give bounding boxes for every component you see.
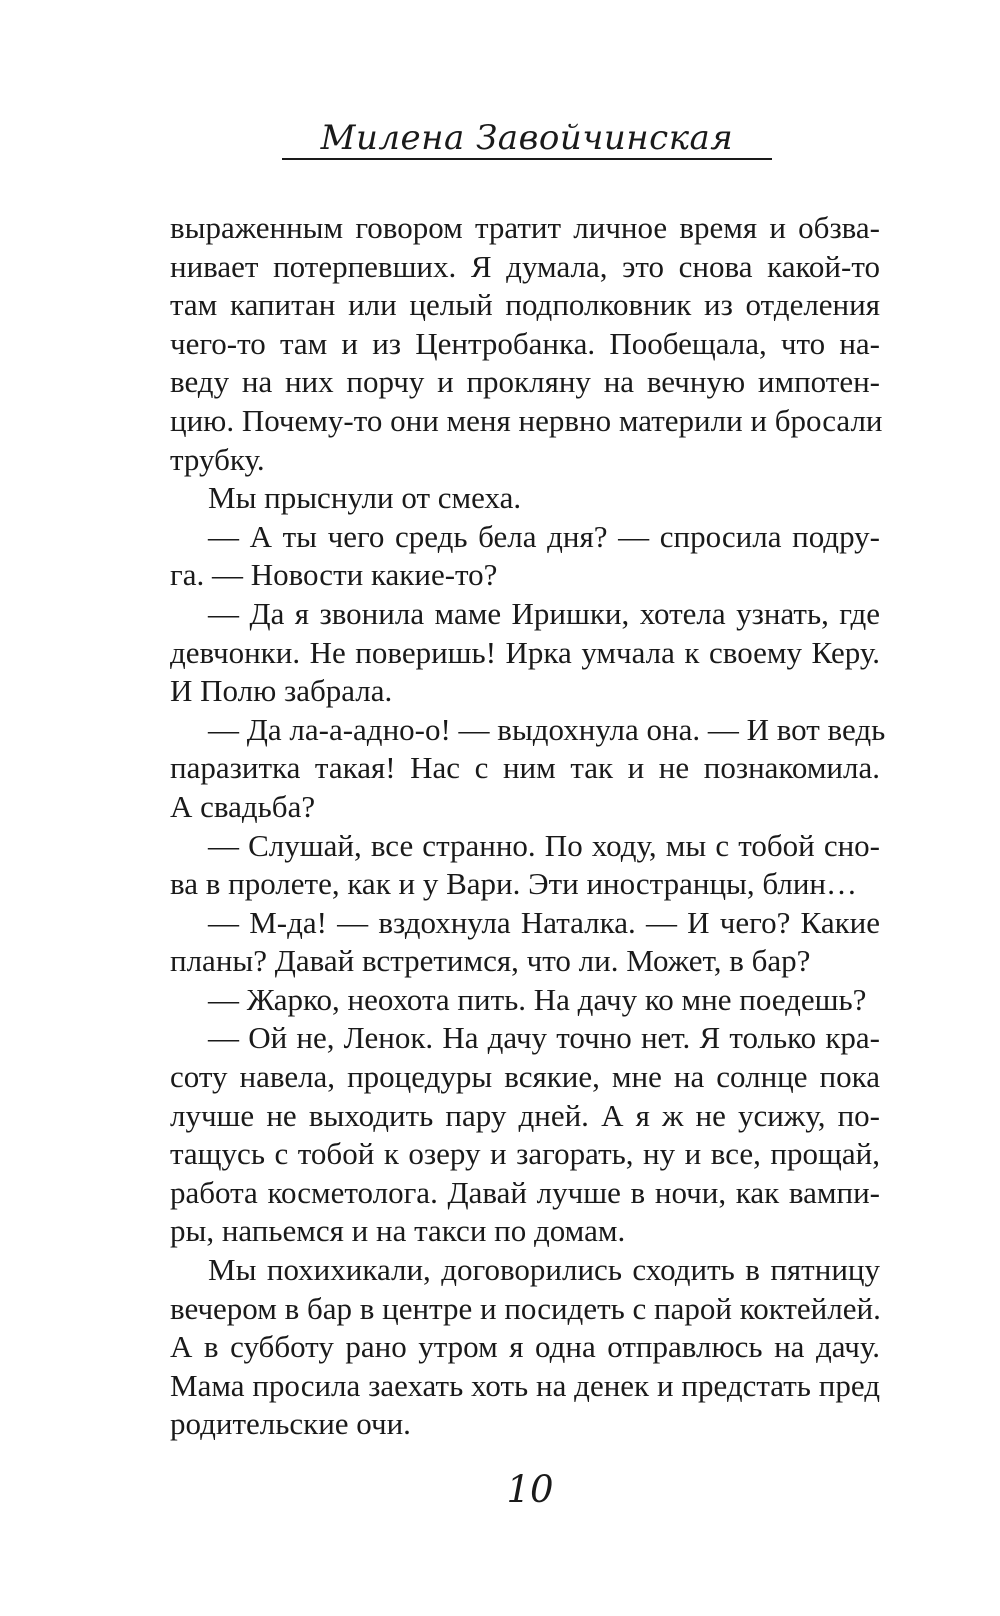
text-line: трубку. (170, 441, 265, 477)
text-line: чего-то там и из Центробанка. Пообещала, что на- (170, 325, 880, 361)
text-line: А в субботу рано утром я одна отправлюсь на дачу. (170, 1329, 880, 1365)
header-rule (282, 158, 772, 160)
text-line: — Ой не, Ленок. На дачу точно нет. Я только кра- (208, 1020, 880, 1056)
text-line: вечером в бар в центре и посидеть с парой коктейлей. (170, 1290, 881, 1326)
page-number: 10 (506, 1468, 554, 1511)
text-line: там капитан или целый подполковник из отделения (170, 287, 880, 323)
text-line: — М-да! — вздохнула Наталка. — И чего? Какие (208, 904, 880, 940)
text-line: веду на них порчу и прокляну на вечную импотен- (170, 364, 880, 400)
text-line: лучше не выходить пару дней. А я ж не усижу, по- (170, 1097, 880, 1133)
text-line: Мама просила заехать хоть на денек и предстать пред (170, 1367, 880, 1403)
text-line: работа косметолога. Давай лучше в ночи, как вампи- (170, 1174, 880, 1210)
text-line: И Полю забрала. (170, 673, 393, 709)
body-text (170, 209, 886, 1444)
text-line: цию. Почему-то они меня нервно материли и бросали (170, 402, 883, 438)
text-line: Мы похихикали, договорились сходить в пятницу (208, 1252, 880, 1288)
text-line: соту навела, процедуры всякие, мне на солнце пока (170, 1059, 880, 1095)
text-line: ры, напьемся и на такси по домам. (170, 1213, 626, 1249)
text-line: — Да я звонила маме Иришки, хотела узнать, где (208, 595, 880, 631)
text-line: паразитка такая! Нас с ним так и не познакомила. (170, 750, 880, 786)
text-line: нивает потерпевших. Я думала, это снова какой-то (170, 248, 880, 284)
text-line: родительские очи. (170, 1406, 411, 1442)
text-line: га. — Новости какие-то? (170, 557, 498, 593)
text-line: — А ты чего средь бела дня? — спросила подру- (208, 518, 880, 554)
text-line: выраженным говором тратит личное время и обзва- (170, 210, 880, 245)
text-line: А свадьба? (170, 788, 316, 824)
text-line: девчонки. Не поверишь! Ирка умчала к своему Керу. (170, 634, 880, 670)
text-line: планы? Давай встретимся, что ли. Может, в бар? (170, 943, 811, 979)
text-line: ва в пролете, как и у Вари. Эти иностранцы, блин… (170, 866, 858, 902)
running-head-author: Милена Завойчинская (320, 118, 734, 158)
text-line: Мы прыснули от смеха. (208, 480, 522, 516)
text-line: — Слушай, все странно. По ходу, мы с тобой сно- (208, 827, 880, 863)
text-line: — Жарко, неохота пить. На дачу ко мне поедешь? (208, 981, 867, 1017)
text-line: тащусь с тобой к озеру и загорать, ну и все, прощай, (170, 1136, 880, 1172)
text-line: — Да ла-а-адно-о! — выдохнула она. — И вот ведь (208, 711, 886, 747)
